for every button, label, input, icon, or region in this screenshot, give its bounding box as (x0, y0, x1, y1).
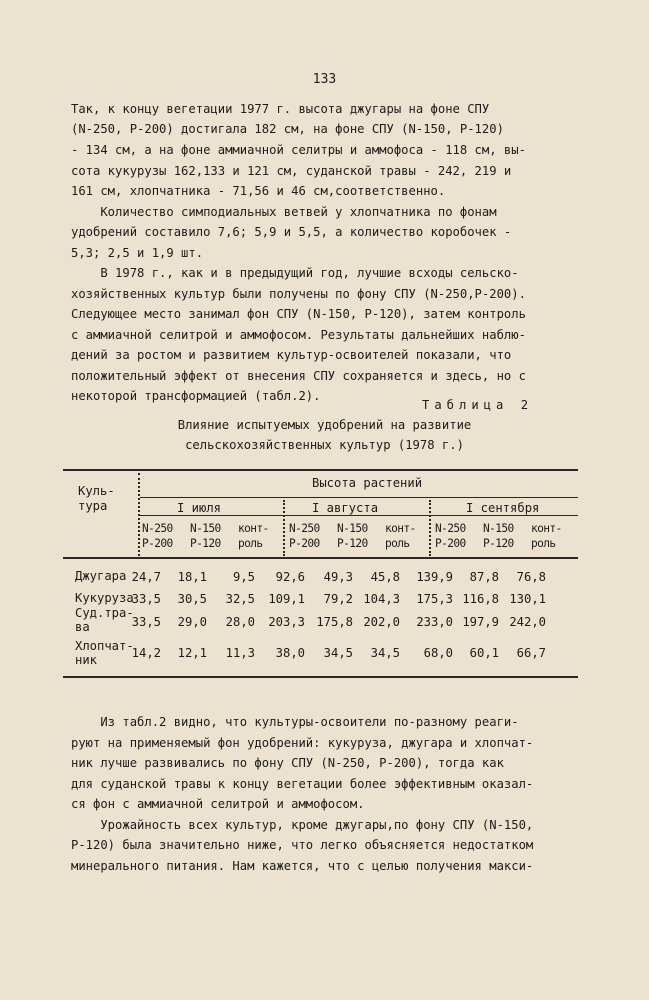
table-cell: 104,3 (363, 592, 400, 606)
text-line: хозяйственных культур были получены по фону СПУ (N-250,Р-200). (71, 287, 526, 301)
column-separator (138, 473, 140, 556)
text-line: ся фон с аммиачной селитрой и аммофосом. (71, 797, 365, 811)
crop-name: Хлопчат- (75, 639, 134, 653)
text-line: некоторой трансформацией (табл.2). (71, 389, 321, 403)
table-cell: 233,0 (416, 615, 453, 629)
table-cell: 30,5 (177, 592, 207, 606)
page-number: 133 (312, 72, 337, 87)
treatment-header: Р-200 (289, 537, 320, 550)
table-cell: 12,1 (177, 646, 207, 660)
table-cell: 14,2 (131, 646, 161, 660)
treatment-header: N-150 (483, 522, 514, 535)
treatment-header: N-250 (289, 522, 320, 535)
text-line: дений за ростом и развитием культур-освоителей показали, что (71, 348, 512, 362)
treatment-header: конт- (238, 522, 269, 535)
text-line: Урожайность всех культур, кроме джугары,по фону СПУ (N-150, (71, 818, 534, 832)
table-cell: 33,5 (131, 615, 161, 629)
text-line: 161 см, хлопчатника - 71,56 и 46 см,соответственно. (71, 184, 446, 198)
date-header: I августа (312, 501, 379, 515)
table-cell: 197,9 (462, 615, 499, 629)
treatment-header: N-250 (435, 522, 466, 535)
text-line: - 134 см, а на фоне аммиачной селитры и аммофоса - 118 см, вы- (71, 143, 526, 157)
table-cell: 175,8 (316, 615, 353, 629)
table-cell: 66,7 (516, 646, 546, 660)
main-header: Высота растений (312, 476, 423, 490)
crop-header: Куль- (78, 484, 115, 498)
table-cell: 203,3 (268, 615, 305, 629)
table-cell: 79,2 (323, 592, 353, 606)
text-line: В 1978 г., как и в предыдущий год, лучшие всходы сельско- (71, 266, 519, 280)
treatment-header: роль (385, 537, 410, 550)
table-cell: 32,5 (225, 592, 255, 606)
header-bottom-rule (63, 557, 578, 559)
treatment-header: Р-200 (435, 537, 466, 550)
table-top-rule (63, 469, 578, 471)
date-header: I сентября (466, 501, 540, 515)
treatment-header: роль (531, 537, 556, 550)
table-cell: 68,0 (423, 646, 453, 660)
treatment-header: Р-120 (337, 537, 368, 550)
table-cell: 92,6 (275, 570, 305, 584)
text-line: положительный эффект от внесения СПУ сохраняется и здесь, но с (71, 369, 526, 383)
text-line: Так, к концу вегетации 1977 г. высота джугары на фоне СПУ (71, 102, 490, 116)
table-cell: 130,1 (509, 592, 546, 606)
text-line: удобрений составило 7,6; 5,9 и 5,5, а количество коробочек - (71, 225, 512, 239)
treatment-header: N-150 (337, 522, 368, 535)
text-line: Количество симподиальных ветвей у хлопчатника по фонам (71, 205, 497, 219)
text-line: Следующее место занимал фон СПУ (N-150, Р-120), затем контроль (71, 307, 526, 321)
table-cell: 49,3 (323, 570, 353, 584)
table-cell: 202,0 (363, 615, 400, 629)
header-rule-main (140, 497, 578, 498)
crop-name: ник (75, 653, 98, 667)
text-line: ник лучше развивались по фону СПУ (N-250, Р-200), тогда как (71, 756, 504, 770)
table-cell: 34,5 (370, 646, 400, 660)
text-line: (N-250, Р-200) достигала 182 см, на фоне СПУ (N-150, Р-120) (71, 122, 504, 136)
crop-name: ва (75, 620, 90, 634)
text-line: для суданской травы к концу вегетации более эффективным оказал- (71, 777, 534, 791)
treatment-header: N-150 (190, 522, 221, 535)
table-cell: 76,8 (516, 570, 546, 584)
text-line: руют на применяемый фон удобрений: кукуруза, джугара и хлопчат- (71, 736, 534, 750)
table-cell: 38,0 (275, 646, 305, 660)
date-header: I июля (177, 501, 222, 515)
text-line: с аммиачной селитрой и аммофосом. Результаты дальнейших наблю- (71, 328, 526, 342)
text-line: Из табл.2 видно, что культуры-освоители по-разному реаги- (71, 715, 519, 729)
table-cell: 29,0 (177, 615, 207, 629)
table-cell: 28,0 (225, 615, 255, 629)
text-line: минерального питания. Нам кажется, что с целью получения макси- (71, 859, 534, 873)
table-cell: 139,9 (416, 570, 453, 584)
crop-name: Кукуруза (75, 591, 134, 605)
table-cell: 45,8 (370, 570, 400, 584)
table-label: Таблица 2 (422, 398, 534, 412)
table-caption-line-2: сельскохозяйственных культур (1978 г.) (185, 438, 464, 452)
table-cell: 9,5 (232, 570, 255, 584)
treatment-header: Р-120 (190, 537, 221, 550)
crop-name: Суд.тра- (75, 606, 134, 620)
column-separator (283, 500, 285, 556)
table-cell: 242,0 (509, 615, 546, 629)
header-rule-dates (140, 515, 578, 516)
table-cell: 33,5 (131, 592, 161, 606)
treatment-header: конт- (531, 522, 562, 535)
text-line: Р-120) была значительно ниже, что легко объясняется недостатком (71, 838, 534, 852)
treatment-header: Р-200 (142, 537, 173, 550)
text-line: 5,3; 2,5 и 1,9 шт. (71, 246, 204, 260)
table-cell: 18,1 (177, 570, 207, 584)
table-cell: 11,3 (225, 646, 255, 660)
treatment-header: N-250 (142, 522, 173, 535)
table-cell: 109,1 (268, 592, 305, 606)
treatment-header: роль (238, 537, 263, 550)
table-bottom-rule (63, 676, 578, 678)
table-cell: 24,7 (131, 570, 161, 584)
table-cell: 87,8 (469, 570, 499, 584)
text-line: сота кукурузы 162,133 и 121 см, суданской травы - 242, 219 и (71, 164, 512, 178)
crop-header: тура (78, 499, 108, 513)
table-cell: 34,5 (323, 646, 353, 660)
crop-name: Джугара (75, 569, 127, 583)
table-caption-line-1: Влияние испытуемых удобрений на развитие (177, 418, 472, 432)
table-cell: 175,3 (416, 592, 453, 606)
table-cell: 60,1 (469, 646, 499, 660)
treatment-header: Р-120 (483, 537, 514, 550)
treatment-header: конт- (385, 522, 416, 535)
table-cell: 116,8 (462, 592, 499, 606)
column-separator (429, 500, 431, 556)
